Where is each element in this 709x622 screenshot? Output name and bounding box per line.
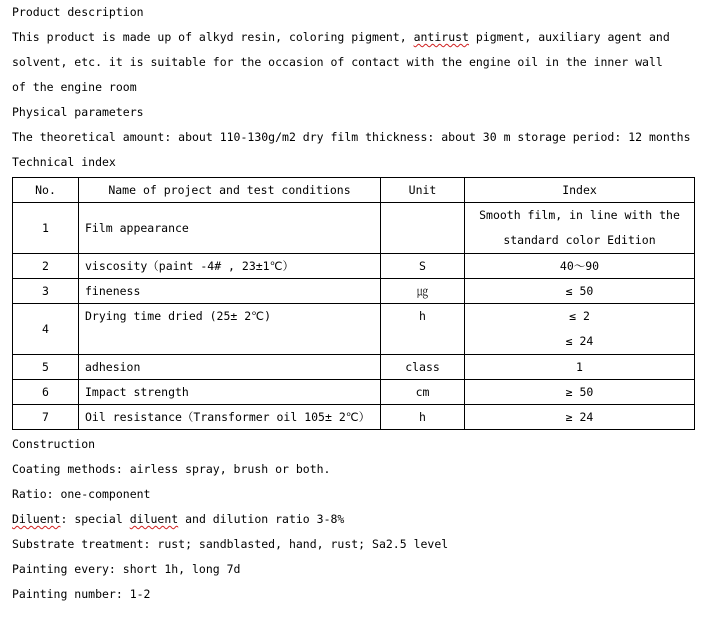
technical-index-table [12, 177, 695, 430]
table-row [13, 380, 695, 405]
row-index: ≥ 50 [465, 380, 695, 405]
row-no: 4 [13, 304, 79, 355]
index-line: ≤ 2 [569, 309, 590, 323]
index-line: standard color Edition [503, 233, 656, 247]
row-name: Oil resistance（Transformer oil 105± 2℃） [79, 405, 381, 430]
description-text: pigment, auxiliary agent and [468, 30, 670, 44]
row-index [465, 203, 695, 254]
row-unit: S [381, 254, 465, 279]
row-name: viscosity（paint -4# , 23±1℃） [79, 254, 381, 279]
row-no: 7 [13, 405, 79, 430]
row-name: Impact strength [79, 380, 381, 405]
row-no: 5 [13, 355, 79, 380]
column-header-no: No. [13, 178, 79, 203]
table-row [13, 304, 695, 355]
description-line-2: solvent, etc. it is suitable for the occasion of contact with the engine oil in the inner wall [12, 55, 663, 69]
physical-parameters-heading: Physical parameters [12, 105, 144, 119]
row-unit: class [381, 355, 465, 380]
row-no: 2 [13, 254, 79, 279]
ratio-text: Ratio: one-component [12, 487, 151, 501]
physical-parameters-text: The theoretical amount: about 110-130g/m2 dry film thickness: about 30 m storage period: 12 months [12, 130, 691, 144]
table-row [13, 254, 695, 279]
table-row [13, 355, 695, 380]
table-row [13, 279, 695, 304]
document-body [12, 0, 702, 175]
column-header-unit: Unit [381, 178, 465, 203]
row-index: ≤ 50 [465, 279, 695, 304]
row-index [465, 304, 695, 355]
spellcheck-word-antirust: antirust [413, 30, 469, 44]
row-no: 3 [13, 279, 79, 304]
row-name: fineness [79, 279, 381, 304]
index-line: ≤ 24 [565, 334, 594, 348]
painting-number-text: Painting number: 1-2 [12, 587, 151, 601]
construction-section [12, 432, 702, 607]
table-row [13, 405, 695, 430]
column-header-name: Name of project and test conditions [79, 178, 381, 203]
table-row [13, 203, 695, 254]
row-index: ≥ 24 [465, 405, 695, 430]
technical-index-heading: Technical index [12, 155, 116, 169]
row-name: Drying time dried (25± 2℃) [79, 304, 381, 355]
diluent-text: and dilution ratio 3-8% [178, 512, 345, 526]
product-description-heading: Product description [12, 5, 144, 19]
painting-every-text: Painting every: short 1h, long 7d [12, 562, 241, 576]
row-unit: ㎍ [381, 279, 465, 304]
row-name: Film appearance [79, 203, 381, 254]
column-header-index: Index [465, 178, 695, 203]
index-line: Smooth film, in line with the [479, 208, 680, 222]
row-no: 1 [13, 203, 79, 254]
row-no: 6 [13, 380, 79, 405]
table-header-row [13, 178, 695, 203]
row-unit [381, 203, 465, 254]
row-index: 40～90 [465, 254, 695, 279]
diluent-text: : special [60, 512, 130, 526]
description-text: This product is made up of alkyd resin, coloring pigment, [12, 30, 414, 44]
description-line-3: of the engine room [12, 80, 137, 94]
substrate-treatment-text: Substrate treatment: rust; sandblasted, hand, rust; Sa2.5 level [12, 537, 449, 551]
coating-methods-text: Coating methods: airless spray, brush or both. [12, 462, 331, 476]
spellcheck-word-diluent: diluent [129, 512, 179, 526]
diluent-line [12, 507, 702, 532]
spellcheck-word-diluent: Diluent [12, 512, 61, 526]
row-unit: cm [381, 380, 465, 405]
row-unit: h [381, 304, 465, 355]
row-index: 1 [465, 355, 695, 380]
construction-heading: Construction [12, 437, 96, 451]
row-unit: h [381, 405, 465, 430]
description-line-1 [12, 25, 702, 50]
row-name: adhesion [79, 355, 381, 380]
